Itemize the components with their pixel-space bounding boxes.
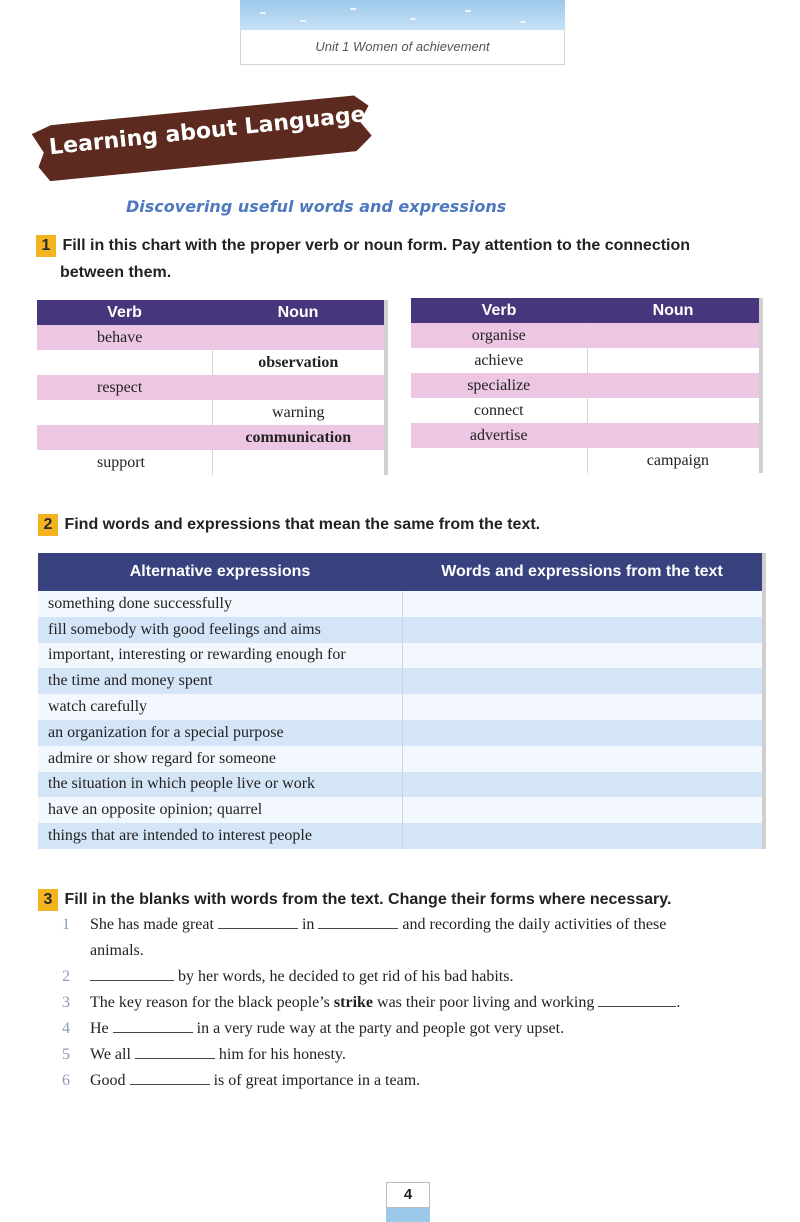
- verb-cell: organise: [411, 323, 587, 348]
- item-text: Good: [90, 1072, 126, 1089]
- expression-cell: things that are intended to interest people: [38, 823, 402, 849]
- col-header-noun: Noun: [587, 298, 761, 323]
- expression-cell: an organization for a special purpose: [38, 720, 402, 746]
- page-number: 4: [386, 1182, 430, 1208]
- table-row: [411, 323, 761, 348]
- ex3-item-5: [62, 1042, 762, 1068]
- verb-cell[interactable]: [411, 448, 587, 473]
- expression-cell: something done successfully: [38, 591, 402, 617]
- table-row: [38, 668, 764, 694]
- noun-cell: observation: [212, 350, 386, 375]
- item-text: is of great importance in a team.: [213, 1072, 421, 1089]
- ex3-item-1: [62, 912, 762, 964]
- table-row: [37, 375, 386, 400]
- ex1-instruction-line1: Fill in this chart with the proper verb or noun form. Pay attention to the connection: [62, 237, 691, 254]
- verb-noun-table-b: [411, 298, 763, 473]
- table-row: [38, 823, 764, 849]
- expression-cell: the time and money spent: [38, 668, 402, 694]
- expression-cell: watch carefully: [38, 694, 402, 720]
- item-text: by her words, he decided to get rid of his bad habits.: [178, 968, 514, 985]
- verb-cell[interactable]: [37, 400, 212, 425]
- ex3-item-2: [62, 964, 762, 990]
- noun-cell[interactable]: [212, 450, 386, 475]
- item-text: We all: [90, 1046, 131, 1063]
- table-row: [37, 400, 386, 425]
- answer-cell[interactable]: [402, 643, 764, 669]
- col-header-verb: Verb: [411, 298, 587, 323]
- answer-cell[interactable]: [402, 720, 764, 746]
- item-text: She has made great: [90, 916, 214, 933]
- item-number: 6: [62, 1072, 70, 1089]
- item-text: him for his honesty.: [218, 1046, 346, 1063]
- item-number: 5: [62, 1046, 70, 1063]
- answer-blank[interactable]: [135, 1044, 215, 1059]
- verb-cell: achieve: [411, 348, 587, 373]
- section-subtitle: Discovering useful words and expressions: [126, 197, 507, 216]
- noun-cell: warning: [212, 400, 386, 425]
- item-text: and recording the daily activities of these: [402, 916, 667, 933]
- expressions-table: [38, 553, 766, 849]
- item-number: 3: [62, 994, 70, 1011]
- ex3-instruction: [38, 886, 671, 913]
- ex1-number: 1: [36, 235, 56, 257]
- answer-blank[interactable]: [598, 992, 676, 1007]
- noun-cell: campaign: [587, 448, 761, 473]
- answer-blank[interactable]: [90, 966, 174, 981]
- section-title: Learning about Language: [47, 102, 367, 161]
- header-image: [240, 0, 565, 30]
- ex3-number: 3: [38, 889, 58, 911]
- ex2-instruction: [38, 511, 540, 538]
- verb-cell: connect: [411, 398, 587, 423]
- answer-cell[interactable]: [402, 591, 764, 617]
- expression-cell: the situation in which people live or work: [38, 772, 402, 798]
- answer-cell[interactable]: [402, 694, 764, 720]
- answer-blank[interactable]: [113, 1018, 193, 1033]
- table-row: [411, 373, 761, 398]
- table-row: [38, 720, 764, 746]
- table-row: [411, 448, 761, 473]
- noun-cell[interactable]: [587, 423, 761, 448]
- item-number: 1: [62, 916, 70, 933]
- table-row: [38, 617, 764, 643]
- item-text: The key reason for the black people’s: [90, 994, 330, 1011]
- col-header-from-text: Words and expressions from the text: [402, 553, 764, 591]
- table-row: [38, 643, 764, 669]
- item-keyword: strike: [333, 994, 374, 1011]
- col-header-alternative: Alternative expressions: [38, 553, 402, 591]
- table-row: [411, 423, 761, 448]
- ex2-number: 2: [38, 514, 58, 536]
- table-row: [411, 398, 761, 423]
- answer-cell[interactable]: [402, 772, 764, 798]
- verb-cell[interactable]: [37, 425, 212, 450]
- expression-cell: admire or show regard for someone: [38, 746, 402, 772]
- noun-cell[interactable]: [587, 373, 761, 398]
- ex1-instruction: [36, 232, 690, 286]
- answer-blank[interactable]: [130, 1070, 210, 1085]
- verb-cell: advertise: [411, 423, 587, 448]
- expression-cell: important, interesting or rewarding enough for: [38, 643, 402, 669]
- table-row: [37, 425, 386, 450]
- col-header-verb: Verb: [37, 300, 212, 325]
- section-banner: [31, 92, 373, 185]
- noun-cell[interactable]: [587, 348, 761, 373]
- item-text: in a very rude way at the party and people got very upset.: [196, 1020, 565, 1037]
- ex3-item-3: [62, 990, 762, 1016]
- answer-cell[interactable]: [402, 746, 764, 772]
- verb-cell: specialize: [411, 373, 587, 398]
- verb-cell[interactable]: [37, 350, 212, 375]
- noun-cell: communication: [212, 425, 386, 450]
- item-number: 4: [62, 1020, 70, 1037]
- answer-cell[interactable]: [402, 797, 764, 823]
- verb-cell: behave: [37, 325, 212, 350]
- item-number: 2: [62, 968, 70, 985]
- verb-cell: support: [37, 450, 212, 475]
- ex2-instruction-text: Find words and expressions that mean the same from the text.: [64, 516, 541, 533]
- table-row: [38, 694, 764, 720]
- item-text: .: [676, 994, 681, 1011]
- col-header-noun: Noun: [212, 300, 386, 325]
- item-text: animals.: [90, 942, 144, 959]
- noun-cell[interactable]: [587, 398, 761, 423]
- table-row: [37, 450, 386, 475]
- table-row: [37, 325, 386, 350]
- page-number-box: [386, 1182, 430, 1222]
- ex3-item-6: [62, 1068, 762, 1094]
- answer-blank[interactable]: [318, 914, 398, 929]
- ex1-instruction-line2: between them.: [60, 264, 172, 281]
- table-row: [37, 350, 386, 375]
- ex3-instruction-text: Fill in the blanks with words from the text. Change their forms where necessary.: [64, 891, 672, 908]
- expression-cell: fill somebody with good feelings and aims: [38, 617, 402, 643]
- table-row: [38, 591, 764, 617]
- answer-cell[interactable]: [402, 823, 764, 849]
- page-number-strip: [386, 1208, 430, 1222]
- item-text: was their poor living and working: [377, 994, 595, 1011]
- noun-cell[interactable]: [587, 323, 761, 348]
- verb-noun-table-a: [37, 300, 388, 475]
- table-row: [411, 348, 761, 373]
- unit-caption: Unit 1 Women of achievement: [240, 30, 565, 65]
- answer-cell[interactable]: [402, 617, 764, 643]
- table-row: [38, 746, 764, 772]
- answer-blank[interactable]: [218, 914, 298, 929]
- item-text: He: [90, 1020, 109, 1037]
- answer-cell[interactable]: [402, 668, 764, 694]
- expression-cell: have an opposite opinion; quarrel: [38, 797, 402, 823]
- noun-cell[interactable]: [212, 375, 386, 400]
- table-row: [38, 772, 764, 798]
- noun-cell[interactable]: [212, 325, 386, 350]
- verb-cell: respect: [37, 375, 212, 400]
- table-row: [38, 797, 764, 823]
- ex3-item-4: [62, 1016, 762, 1042]
- item-text: in: [301, 916, 315, 933]
